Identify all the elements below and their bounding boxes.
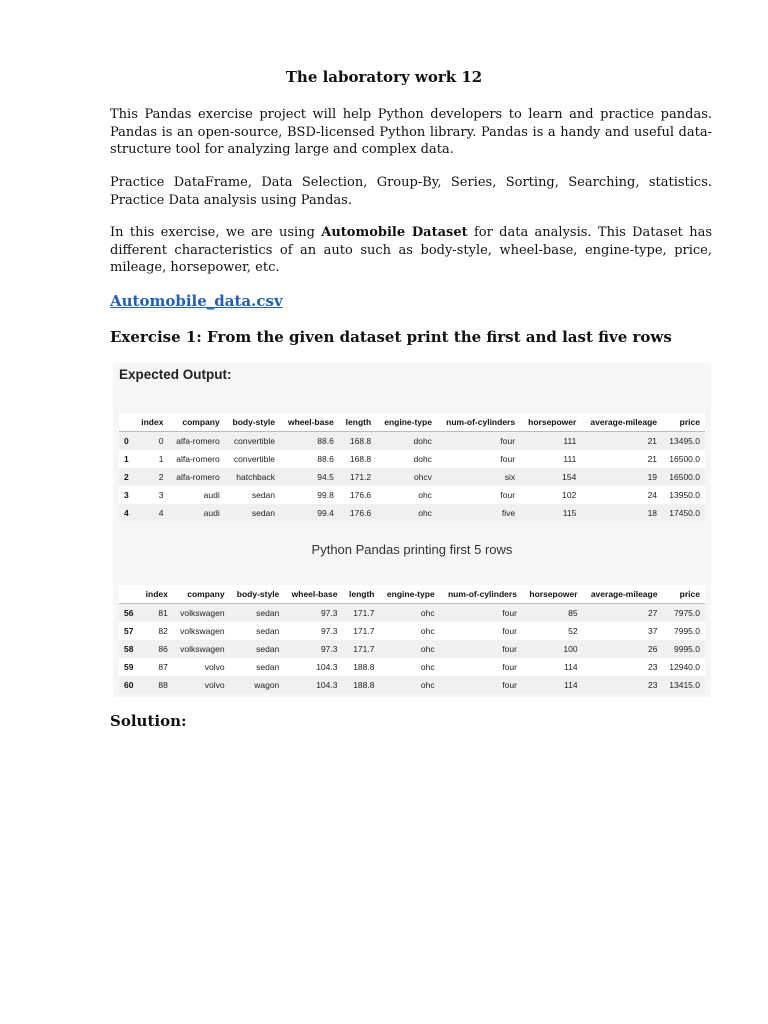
table-cell: 19 bbox=[581, 468, 662, 486]
table-cell: 85 bbox=[522, 604, 583, 623]
table-cell: 97.3 bbox=[320, 626, 338, 636]
table-cell: 87 bbox=[158, 662, 168, 672]
column-header: num-of-cylinders bbox=[437, 413, 520, 432]
table-cell: 171.7 bbox=[342, 640, 379, 658]
table-row bbox=[119, 504, 705, 522]
table-cell: 104.3 bbox=[284, 676, 342, 694]
table-cell: 26 bbox=[583, 640, 663, 658]
table-cell: 17450.0 bbox=[662, 504, 705, 522]
table-cell: four bbox=[500, 490, 516, 500]
table-header-row bbox=[119, 585, 705, 604]
table-header-row bbox=[119, 413, 705, 432]
exercise-heading: Exercise 1: From the given dataset print the first and last five rows bbox=[110, 328, 672, 346]
table-cell: 176.6 bbox=[339, 504, 376, 522]
row-label-cell: 1 bbox=[124, 454, 129, 464]
row-label-cell: 2 bbox=[119, 468, 135, 486]
table-cell: 12940.0 bbox=[669, 662, 700, 672]
table-cell: 21 bbox=[647, 454, 658, 464]
table-cell: 16500.0 bbox=[662, 468, 705, 486]
column-header: price bbox=[662, 585, 705, 604]
table-cell: volkswagen bbox=[173, 640, 230, 658]
table-cell: 9995.0 bbox=[662, 640, 705, 658]
table-cell: 13415.0 bbox=[662, 676, 705, 694]
column-header: wheel-base bbox=[284, 585, 342, 604]
column-header: average-mileage bbox=[581, 413, 662, 432]
head-dataframe-table bbox=[119, 413, 705, 522]
table-cell: sedan bbox=[230, 604, 285, 623]
table-cell: 2 bbox=[135, 468, 169, 486]
expected-output-label: Expected Output: bbox=[119, 367, 232, 382]
table-cell: convertible bbox=[233, 454, 276, 464]
page-title: The laboratory work 12 bbox=[285, 68, 483, 86]
row-label-cell: 3 bbox=[124, 490, 129, 500]
table-cell: 0 bbox=[135, 432, 169, 451]
table-row bbox=[119, 658, 705, 676]
table-body bbox=[119, 604, 705, 695]
column-header: engine-type bbox=[376, 413, 437, 432]
table-body bbox=[119, 432, 705, 523]
table-cell: audi bbox=[203, 490, 220, 500]
table-cell: four bbox=[500, 454, 516, 464]
table-cell: 168.8 bbox=[349, 454, 372, 464]
column-header: length bbox=[339, 413, 376, 432]
table-cell: 171.7 bbox=[353, 626, 375, 636]
table-cell: 176.6 bbox=[349, 490, 372, 500]
table-cell: 13950.0 bbox=[669, 490, 700, 500]
table-cell: 100 bbox=[522, 640, 583, 658]
table-cell: 171.2 bbox=[339, 468, 376, 486]
table-cell: audi bbox=[168, 504, 224, 522]
table-cell: ohc bbox=[420, 662, 435, 672]
table-cell: 111 bbox=[520, 432, 581, 451]
table-cell: 154 bbox=[520, 468, 581, 486]
column-header: length bbox=[342, 585, 379, 604]
table-cell: 21 bbox=[581, 432, 662, 451]
dataset-link[interactable]: Automobile_data.csv bbox=[110, 292, 283, 310]
row-label-cell: 60 bbox=[119, 676, 139, 694]
table-cell: 99.8 bbox=[317, 490, 334, 500]
table-cell: volkswagen bbox=[180, 626, 225, 636]
table-cell: 23 bbox=[583, 676, 663, 694]
table-cell: 111 bbox=[563, 454, 577, 464]
column-header: average-mileage bbox=[583, 585, 663, 604]
table-cell: 188.8 bbox=[342, 676, 379, 694]
table-cell: sedan bbox=[251, 490, 276, 500]
row-label-header bbox=[119, 585, 139, 604]
table-caption: Python Pandas printing first 5 rows bbox=[311, 542, 513, 557]
table-row bbox=[119, 468, 705, 486]
table-cell: 13495.0 bbox=[662, 432, 705, 451]
table-cell: alfa-romero bbox=[176, 454, 220, 464]
table-cell: dohc bbox=[413, 454, 432, 464]
table-cell: 16500.0 bbox=[669, 454, 700, 464]
table-row bbox=[119, 486, 705, 504]
table-cell: 115 bbox=[520, 504, 581, 522]
table-cell: dohc bbox=[376, 432, 437, 451]
column-header: horsepower bbox=[520, 413, 581, 432]
tail-dataframe-table bbox=[119, 585, 705, 694]
expected-output-screenshot bbox=[113, 363, 711, 697]
table-cell: hatchback bbox=[225, 468, 280, 486]
row-label-cell: 58 bbox=[119, 640, 139, 658]
column-header: horsepower bbox=[522, 585, 583, 604]
table-cell: ohc bbox=[418, 490, 432, 500]
table-cell: ohc bbox=[379, 640, 439, 658]
table-cell: ohc bbox=[379, 676, 439, 694]
table-cell: volvo bbox=[204, 662, 225, 672]
table-row bbox=[119, 604, 705, 623]
table-cell: wagon bbox=[230, 676, 285, 694]
column-header: index bbox=[135, 413, 169, 432]
table-cell: 82 bbox=[158, 626, 168, 636]
table-cell: four bbox=[440, 676, 522, 694]
row-label-header bbox=[119, 413, 135, 432]
table-cell: 52 bbox=[568, 626, 578, 636]
table-cell: four bbox=[437, 432, 520, 451]
table-cell: 99.4 bbox=[280, 504, 339, 522]
row-label-cell: 0 bbox=[119, 432, 135, 451]
table-row bbox=[119, 450, 705, 468]
table-cell: sedan bbox=[225, 504, 280, 522]
table-cell: four bbox=[502, 662, 517, 672]
table-cell: volkswagen bbox=[173, 604, 230, 623]
row-label-cell: 4 bbox=[119, 504, 135, 522]
table-cell: sedan bbox=[230, 640, 285, 658]
table-cell: 171.7 bbox=[342, 604, 379, 623]
table-cell: alfa-romero bbox=[168, 468, 224, 486]
table-cell: 37 bbox=[647, 626, 658, 636]
table-cell: volvo bbox=[173, 676, 230, 694]
solution-label: Solution: bbox=[110, 712, 187, 730]
table-cell: 27 bbox=[583, 604, 663, 623]
table-cell: 88.6 bbox=[317, 454, 334, 464]
table-cell: 114 bbox=[522, 676, 583, 694]
table-cell: 102 bbox=[562, 490, 577, 500]
table-cell: 81 bbox=[139, 604, 173, 623]
dataset-text-before: In this exercise, we are using bbox=[110, 225, 322, 240]
table-row bbox=[119, 432, 705, 451]
column-header: body-style bbox=[225, 413, 280, 432]
column-header: wheel-base bbox=[280, 413, 339, 432]
row-label-cell: 57 bbox=[124, 626, 134, 636]
table-cell: 88 bbox=[139, 676, 173, 694]
table-cell: five bbox=[437, 504, 520, 522]
table-cell: convertible bbox=[225, 432, 280, 451]
table-cell: 7975.0 bbox=[662, 604, 705, 623]
table-cell: 188.8 bbox=[353, 662, 375, 672]
table-cell: ohc bbox=[420, 626, 435, 636]
column-header: engine-type bbox=[379, 585, 439, 604]
row-label-cell: 59 bbox=[124, 662, 134, 672]
dataset-text-after: for data analysis. This Dataset has different characteristics of an auto such as body-style, wheel-base, engine-type, price, mileage, horsepower, etc. bbox=[110, 225, 712, 275]
table-cell: 4 bbox=[135, 504, 169, 522]
table-cell: 3 bbox=[158, 490, 164, 500]
column-header: company bbox=[168, 413, 224, 432]
dataset-name: Automobile Dataset bbox=[321, 225, 468, 240]
table-cell: 97.3 bbox=[284, 640, 342, 658]
table-cell: 97.3 bbox=[284, 604, 342, 623]
table-cell: 86 bbox=[139, 640, 173, 658]
table-cell: 114 bbox=[564, 662, 578, 672]
table-cell: 23 bbox=[647, 662, 658, 672]
table-cell: four bbox=[440, 604, 522, 623]
table-cell: alfa-romero bbox=[168, 432, 224, 451]
table-cell: 94.5 bbox=[280, 468, 339, 486]
column-header: company bbox=[173, 585, 230, 604]
table-row bbox=[119, 676, 705, 694]
table-cell: 88.6 bbox=[280, 432, 339, 451]
table-cell: sedan bbox=[256, 626, 280, 636]
table-cell: ohc bbox=[376, 504, 437, 522]
table-cell: four bbox=[440, 640, 522, 658]
intro-paragraph: This Pandas exercise project will help Python developers to learn and practice pandas. Pandas is an open-source, BSD-licensed Python library. Pandas is a handy and useful data-structure tool for analyzing large and complex data. bbox=[110, 107, 712, 157]
practice-paragraph: Practice DataFrame, Data Selection, Group-By, Series, Sorting, Searching, statistics. Practice Data analysis using Pandas. bbox=[110, 175, 712, 208]
table-cell: six bbox=[437, 468, 520, 486]
table-cell: 1 bbox=[158, 454, 164, 464]
dataset-paragraph bbox=[110, 224, 712, 277]
table-row bbox=[119, 622, 705, 640]
table-cell: sedan bbox=[256, 662, 280, 672]
column-header: index bbox=[139, 585, 173, 604]
column-header: price bbox=[662, 413, 705, 432]
table-cell: 18 bbox=[581, 504, 662, 522]
column-header: body-style bbox=[230, 585, 285, 604]
row-label-cell: 56 bbox=[119, 604, 139, 623]
column-header: num-of-cylinders bbox=[440, 585, 522, 604]
table-cell: 104.3 bbox=[316, 662, 338, 672]
table-cell: ohc bbox=[379, 604, 439, 623]
table-cell: ohcv bbox=[376, 468, 437, 486]
table-cell: four bbox=[502, 626, 517, 636]
table-cell: 24 bbox=[647, 490, 658, 500]
table-cell: 168.8 bbox=[339, 432, 376, 451]
table-cell: 7995.0 bbox=[674, 626, 700, 636]
table-row bbox=[119, 640, 705, 658]
